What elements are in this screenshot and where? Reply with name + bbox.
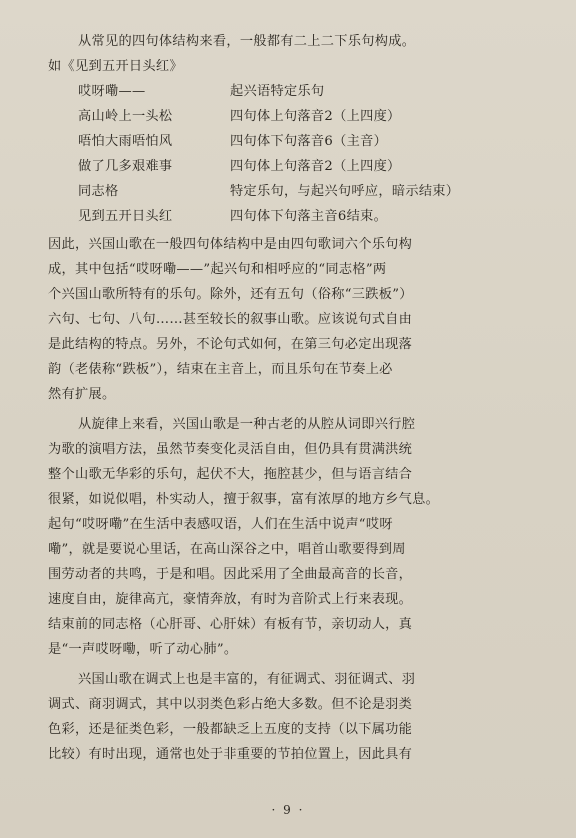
paragraph4-line-4: 比较）有时出现，通常也处于非重要的节拍位置上，因此具有 bbox=[48, 747, 413, 762]
example-note: 四句体下句落音6（主音） bbox=[230, 134, 388, 149]
example-lyric: 做了几多艰难事 bbox=[78, 159, 173, 174]
paragraph2-line-1: 因此，兴国山歌在一般四句体结构中是由四句歌词六个乐句构 bbox=[48, 237, 413, 252]
page-number: · 9 · bbox=[271, 803, 305, 817]
paragraph2-line-5: 是此结构的特点。另外，不论句式如何，在第三句必定出现落 bbox=[48, 337, 413, 352]
paragraph4-line-3: 色彩，还是征类色彩，一般都缺乏上五度的支持（以下属功能 bbox=[48, 722, 413, 737]
example-lyric: 高山岭上一头松 bbox=[78, 109, 173, 124]
example-lyric: 见到五开日头红 bbox=[78, 209, 173, 224]
example-lyric: 唔怕大雨唔怕风 bbox=[78, 134, 173, 149]
paragraph3-line-6: 嘞”，就是要说心里话，在高山深谷之中，唱首山歌要得到周 bbox=[48, 542, 406, 557]
paragraph3-line-3: 整个山歌无华彩的乐句，起伏不大，拖腔甚少，但与语言结合 bbox=[48, 467, 413, 482]
paragraph2-line-6: 韵（老俵称“跌板”），结束在主音上，而且乐句在节奏上必 bbox=[48, 362, 393, 377]
paragraph2-line-3: 个兴国山歌所特有的乐句。除外，还有五句（俗称“三跌板”） bbox=[48, 287, 413, 302]
paragraph1-line-2: 如《见到五开日头红》 bbox=[48, 59, 183, 74]
paragraph3-line-5: 起句“哎呀嘞”在生活中表感叹语，人们在生活中说声“哎呀 bbox=[48, 517, 393, 532]
example-lyric: 同志格 bbox=[78, 184, 119, 199]
paragraph4-line-2: 调式、商羽调式，其中以羽类色彩占绝大多数。但不论是羽类 bbox=[48, 697, 413, 712]
paragraph3-line-7: 围劳动者的共鸣，于是和唱。因此采用了全曲最高音的长音， bbox=[48, 567, 413, 582]
paragraph3-line-8: 速度自由，旋律高亢，豪情奔放，有时为音阶式上行来表现。 bbox=[48, 592, 413, 607]
paragraph3-line-9: 结束前的同志格（心肝哥、心肝妹）有板有节，亲切动人，真 bbox=[48, 617, 413, 632]
paragraph2-line-2: 成，其中包括“哎呀嘞——”起兴句和相呼应的“同志格”两 bbox=[48, 262, 387, 277]
paragraph4-line-1: 兴国山歌在调式上也是丰富的，有征调式、羽征调式、羽 bbox=[78, 672, 416, 687]
paragraph3-line-1: 从旋律上来看，兴国山歌是一种古老的从腔从词即兴行腔 bbox=[78, 417, 416, 432]
paragraph3-line-2: 为歌的演唱方法，虽然节奏变化灵活自由，但仍具有贯满洪统 bbox=[48, 442, 413, 457]
paragraph3-line-10: 是“一声哎呀嘞，听了动心肺”。 bbox=[48, 642, 238, 657]
example-note: 特定乐句，与起兴句呼应，暗示结束） bbox=[230, 184, 460, 199]
example-note: 四句体上句落音2（上四度） bbox=[230, 159, 401, 174]
example-note: 四句体上句落音2（上四度） bbox=[230, 109, 401, 124]
paragraph3-line-4: 很紧，如说似唱，朴实动人，擅于叙事，富有浓厚的地方乡气息。 bbox=[48, 492, 440, 507]
paragraph2-line-4: 六句、七句、八句……甚至较长的叙事山歌。应该说句式自由 bbox=[48, 312, 413, 327]
example-lyric: 哎呀嘞—— bbox=[78, 84, 146, 99]
example-note: 起兴语特定乐句 bbox=[230, 84, 325, 99]
paragraph1-line-1: 从常见的四句体结构来看，一般都有二上二下乐句构成。 bbox=[78, 34, 416, 49]
example-note: 四句体下句落主音6结束。 bbox=[230, 209, 388, 224]
paragraph2-line-7: 然有扩展。 bbox=[48, 387, 116, 402]
